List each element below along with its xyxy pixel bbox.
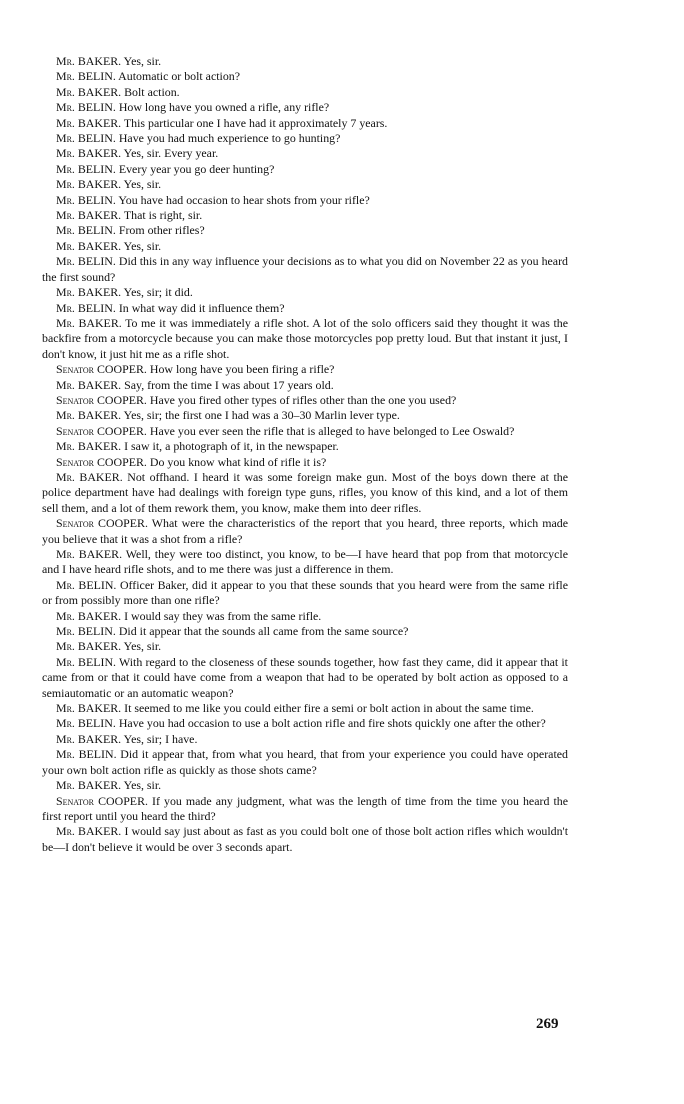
paragraph — [42, 547, 568, 578]
paragraph-text: Not offhand. I heard it was some foreign make gun. Most of the boys down there at the police department have had dealings with foreign type guns, rifles, you know of this kind, and a lot of them sell them, and a lot of them rework them, you know, make them into deer rifles. — [42, 469, 568, 515]
speaker-name: Mr. BAKER. — [56, 701, 122, 716]
paragraph — [42, 362, 568, 377]
speaker-name: Senator COOPER. — [56, 516, 148, 531]
paragraph — [42, 609, 568, 624]
speaker-name: Senator COOPER. — [56, 793, 148, 808]
speaker-name: Mr. BAKER. — [56, 146, 122, 161]
paragraph — [42, 794, 568, 825]
paragraph-text: It seemed to me like you could either fire a semi or bolt action in about the same time. — [124, 701, 534, 716]
paragraph-text: Yes, sir; the first one I had was a 30–30 Marlin lever type. — [123, 408, 400, 423]
paragraph-text: If you made any judgment, what was the length of time from the time you heard the first report until you heard the third? — [42, 793, 568, 823]
paragraph — [42, 778, 568, 793]
speaker-name: Mr. BAKER. — [56, 115, 122, 130]
speaker-name: Mr. BELIN. — [56, 69, 116, 84]
paragraph-text: Yes, sir; I have. — [123, 731, 198, 746]
paragraph-text: Have you ever seen the rifle that is alleged to have belonged to Lee Oswald? — [149, 423, 515, 438]
paragraph — [42, 193, 568, 208]
speaker-name: Mr. BAKER. — [56, 439, 122, 454]
speaker-name: Mr. BELIN. — [56, 577, 117, 592]
paragraph — [42, 162, 568, 177]
paragraph-text: I would say just about as fast as you could bolt one of those bolt action rifles which wouldn't be—I don't believe it would be over 3 seconds apart. — [42, 824, 568, 854]
paragraph-text: Every year you go deer hunting? — [118, 161, 275, 176]
speaker-name: Mr. BELIN. — [56, 747, 117, 762]
page-number: 269 — [536, 1016, 559, 1032]
paragraph — [42, 747, 568, 778]
speaker-name: Mr. BELIN. — [56, 131, 116, 146]
transcript-body — [42, 54, 568, 855]
paragraph-text: Yes, sir. Every year. — [123, 146, 219, 161]
speaker-name: Senator COOPER. — [56, 362, 147, 377]
paragraph — [42, 408, 568, 423]
paragraph-text: Have you had occasion to use a bolt action rifle and fire shots quickly one after the other? — [118, 716, 546, 731]
paragraph-text: In what way did it influence them? — [118, 300, 285, 315]
paragraph-text: To me it was immediately a rifle shot. A lot of the solo officers said they thought it was the backfire from a motorcycle because you can make those motorcycles pop pretty loud. But that instant it just, I don't know, it just hit me as a rifle shot. — [42, 315, 568, 361]
paragraph-text: From other rifles? — [118, 223, 205, 238]
paragraph-text: I saw it, a photograph of it, in the newspaper. — [124, 439, 339, 454]
paragraph-text: Have you fired other types of rifles other than the one you used? — [149, 392, 457, 407]
paragraph-text: How long have you been firing a rifle? — [149, 362, 335, 377]
paragraph-text: Automatic or bolt action? — [118, 69, 241, 84]
paragraph — [42, 69, 568, 84]
paragraph-text: Officer Baker, did it appear to you that these sounds that you heard were from the same rifle or from possibly more than one rifle? — [42, 577, 568, 608]
paragraph — [42, 316, 568, 362]
speaker-name: Senator COOPER. — [56, 392, 147, 407]
speaker-name: Mr. BELIN. — [56, 300, 116, 315]
speaker-name: Mr. BAKER. — [56, 285, 122, 300]
paragraph — [42, 455, 568, 470]
paragraph — [42, 516, 568, 547]
paragraph-text: With regard to the closeness of these sounds together, how fast they came, did it appear that it came from or that it could have come from a weapon that had to be operated by bolt action as opposed to a semiautomatic or an automatic weapon? — [42, 654, 568, 700]
speaker-name: Senator COOPER. — [56, 454, 147, 469]
paragraph — [42, 470, 568, 516]
paragraph-text: Yes, sir; it did. — [123, 285, 193, 300]
speaker-name: Mr. BAKER. — [56, 731, 122, 746]
paragraph — [42, 116, 568, 131]
paragraph-text: Well, they were too distinct, you know, to be—I have heard that pop from that motorcycle and I have heard rifle shots, and to me there was just a difference in them. — [42, 547, 568, 577]
speaker-name: Mr. BELIN. — [56, 716, 116, 731]
paragraph — [42, 177, 568, 192]
paragraph — [42, 424, 568, 439]
speaker-name: Mr. BELIN. — [56, 100, 116, 115]
paragraph — [42, 378, 568, 393]
speaker-name: Mr. BELIN. — [56, 192, 116, 207]
paragraph-text: Yes, sir. — [123, 177, 162, 192]
paragraph-text: Yes, sir. — [123, 54, 162, 68]
speaker-name: Mr. BELIN. — [56, 624, 116, 639]
paragraph-text: I would say they was from the same rifle. — [124, 608, 322, 623]
paragraph-text: That is right, sir. — [123, 208, 203, 223]
paragraph-text: Say, from the time I was about 17 years old. — [124, 377, 334, 392]
speaker-name: Mr. BAKER. — [56, 315, 122, 330]
paragraph-text: How long have you owned a rifle, any rifle? — [118, 100, 330, 115]
speaker-name: Mr. BAKER. — [56, 84, 122, 99]
speaker-name: Mr. BAKER. — [56, 408, 122, 423]
paragraph — [42, 301, 568, 316]
paragraph — [42, 85, 568, 100]
speaker-name: Senator COOPER. — [56, 423, 147, 438]
speaker-name: Mr. BAKER. — [56, 547, 123, 561]
speaker-name: Mr. BAKER. — [56, 608, 122, 623]
paragraph — [42, 732, 568, 747]
paragraph — [42, 146, 568, 161]
speaker-name: Mr. BELIN. — [56, 161, 116, 176]
paragraph-text: Yes, sir. — [123, 238, 162, 253]
paragraph — [42, 655, 568, 701]
paragraph-text: Did it appear that the sounds all came from the same source? — [118, 624, 409, 639]
speaker-name: Mr. BAKER. — [56, 238, 122, 253]
paragraph — [42, 223, 568, 238]
paragraph-text: Yes, sir. — [123, 639, 162, 654]
paragraph-text: Have you had much experience to go hunting? — [118, 131, 341, 146]
speaker-name: Mr. BAKER. — [56, 639, 122, 654]
speaker-name: Mr. BAKER. — [56, 778, 122, 793]
paragraph — [42, 254, 568, 285]
paragraph — [42, 624, 568, 639]
paragraph-text: Yes, sir. — [123, 778, 162, 793]
speaker-name: Mr. BELIN. — [56, 254, 116, 269]
paragraph — [42, 701, 568, 716]
paragraph — [42, 639, 568, 654]
paragraph — [42, 716, 568, 731]
paragraph-text: Bolt action. — [124, 84, 180, 99]
speaker-name: Mr. BAKER. — [56, 208, 122, 223]
paragraph-text: You have had occasion to hear shots from your rifle? — [118, 192, 370, 207]
paragraph — [42, 285, 568, 300]
paragraph — [42, 824, 568, 855]
speaker-name: Mr. BAKER. — [56, 54, 122, 68]
paragraph-text: This particular one I have had it approximately 7 years. — [123, 115, 388, 130]
paragraph — [42, 131, 568, 146]
paragraph — [42, 100, 568, 115]
paragraph — [42, 393, 568, 408]
speaker-name: Mr. BAKER. — [56, 177, 122, 192]
paragraph — [42, 578, 568, 609]
speaker-name: Mr. BAKER. — [56, 469, 123, 484]
paragraph-text: What were the characteristics of the report that you heard, three reports, which made you believe that it was a shot from a rifle? — [42, 516, 569, 546]
paragraph — [42, 439, 568, 454]
speaker-name: Mr. BELIN. — [56, 223, 116, 238]
speaker-name: Mr. BAKER. — [56, 377, 122, 392]
paragraph — [42, 239, 568, 254]
paragraph-text: Do you know what kind of rifle it is? — [149, 454, 327, 469]
paragraph — [42, 54, 568, 69]
speaker-name: Mr. BELIN. — [56, 654, 117, 669]
paragraph-text: Did it appear that, from what you heard, that from your experience you could have operated your own bolt action rifle as quickly as those shots came? — [42, 747, 568, 777]
speaker-name: Mr. BAKER. — [56, 824, 122, 839]
paragraph — [42, 208, 568, 223]
paragraph-text: Did this in any way influence your decisions as to what you did on November 22 as you heard the first sound? — [42, 254, 568, 284]
